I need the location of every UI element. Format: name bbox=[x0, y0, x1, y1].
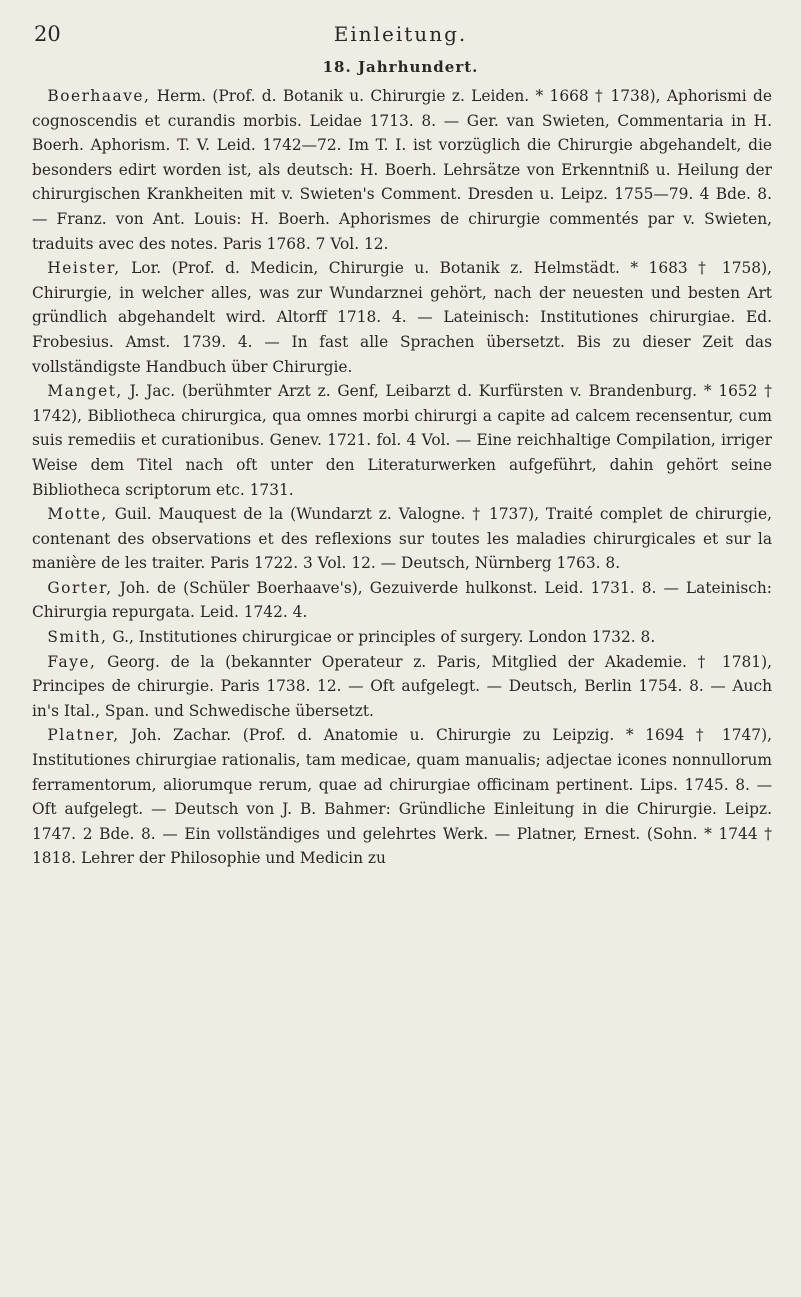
entry-text: Joh. de (Schüler Boerhaave's), Gezuiverde hulkonst. Leid. 1731. 8. — Lateinisch: Chirurgia repurgata. Leid. 1742. 4. bbox=[32, 578, 772, 622]
bibliography-entry bbox=[32, 84, 772, 256]
entry-text: J. Jac. (berühmter Arzt z. Genf, Leibarzt d. Kurfürsten v. Brandenburg. * 1652 † 1742), Bibliotheca chirurgica, qua omnes morbi chirurgi a capite ad calcem recensentur, cum suis remediis et curationibus. Genev. 1721. fol. 4 Vol. — Eine reichhaltige Compilation, irriger Weise dem Titel nach oft unter den Literaturwerken aufgeführt, dahin gehört seine Bibliotheca scriptorum etc. 1731. bbox=[32, 382, 772, 499]
entry-author: Manget, bbox=[47, 382, 123, 401]
entry-author: Smith, bbox=[47, 628, 108, 647]
page-number: 20 bbox=[34, 22, 61, 46]
entry-author: Platner, bbox=[47, 726, 120, 745]
running-title: Einleitung. bbox=[333, 22, 468, 46]
bibliography-entry bbox=[32, 576, 772, 625]
entry-text: Guil. Mauquest de la (Wundarzt z. Valogne. † 1737), Traité complet de chirurgie, contenant des observations et des reflexions sur toutes les maladies chirurgicales et sur la manière de les traiter. Paris 1722. 3 Vol. 12. — Deutsch, Nürnberg 1763. 8. bbox=[32, 505, 772, 573]
entry-author: Motte, bbox=[47, 505, 108, 524]
page-header bbox=[0, 22, 801, 52]
bibliography-entry bbox=[32, 650, 772, 724]
entry-text: Lor. (Prof. d. Medicin, Chirurgie u. Botanik z. Helmstädt. * 1683 † 1758), Chirurgie, in welcher alles, was zur Wundarznei gehört, nach der neuesten und besten Art gründlich abgehandelt wird. Altorff 1718. 4. — Lateinisch: Institutiones chirurgiae. Ed. Frobesius. Amst. 1739. 4. — In fast alle Sprachen übersetzt. Bis zu dieser Zeit das vollständigste Handbuch über Chirurgie. bbox=[32, 259, 772, 376]
entry-text: Joh. Zachar. (Prof. d. Anatomie u. Chirurgie zu Leipzig. * 1694 † 1747), Institutiones chirurgiae rationalis, tam medicae, quam manualis; adjectae icones nonnullorum ferramentorum, aliorumque rerum, quae ad chirurgiae officinam pertinent. Lips. 1745. 8. — Oft aufgelegt. — Deutsch von J. B. Bahmer: Gründliche Einleitung in die Chirurgie. Leipz. 1747. 2 Bde. 8. — Ein vollständiges und gelehrtes Werk. — Platner, Ernest. (Sohn. * 1744 † 1818. Lehrer der Philosophie und Medicin zu bbox=[32, 726, 772, 868]
entry-author: Gorter, bbox=[47, 578, 113, 597]
bibliography-entry bbox=[32, 379, 772, 502]
section-heading: 18. Jahrhundert. bbox=[322, 58, 479, 76]
bibliography-entry bbox=[32, 723, 772, 871]
entry-author: Heister, bbox=[47, 259, 121, 278]
entry-text: Herm. (Prof. d. Botanik u. Chirurgie z. Leiden. * 1668 † 1738), Aphorismi de cognoscendis et curandis morbis. Leidae 1713. 8. — Ger. van Swieten, Commentaria in H. Boerh. Aphorism. T. V. Leid. 1742—72. Im T. I. ist vorzüglich die Chirurgie abgehandelt, die besonders edirt worden ist, als deutsch: H. Boerh. Lehrsätze von Erkenntniß u. Heilung der chirurgischen Krankheiten mit v. Swieten's Comment. Dresden u. Leipz. 1755—79. 4 Bde. 8. — Franz. von Ant. Louis: H. Boerh. Aphorismes de chirurgie commentés par v. Swieten, traduits avec des notes. Paris 1768. 7 Vol. 12. bbox=[32, 87, 772, 253]
entry-author: Faye, bbox=[47, 652, 97, 671]
bibliography-text bbox=[32, 84, 772, 871]
bibliography-entry bbox=[32, 502, 772, 576]
entry-text: Georg. de la (bekannter Operateur z. Paris, Mitglied der Akademie. † 1781), Principes de chirurgie. Paris 1738. 12. — Oft aufgelegt. — Deutsch, Berlin 1754. 8. — Auch in's Ital., Span. und Schwedische übersetzt. bbox=[32, 652, 772, 720]
entry-text: G., Institutiones chirurgicae or principles of surgery. London 1732. 8. bbox=[112, 628, 656, 647]
bibliography-entry bbox=[32, 625, 772, 650]
bibliography-entry bbox=[32, 256, 772, 379]
entry-author: Boerhaave, bbox=[47, 87, 151, 105]
